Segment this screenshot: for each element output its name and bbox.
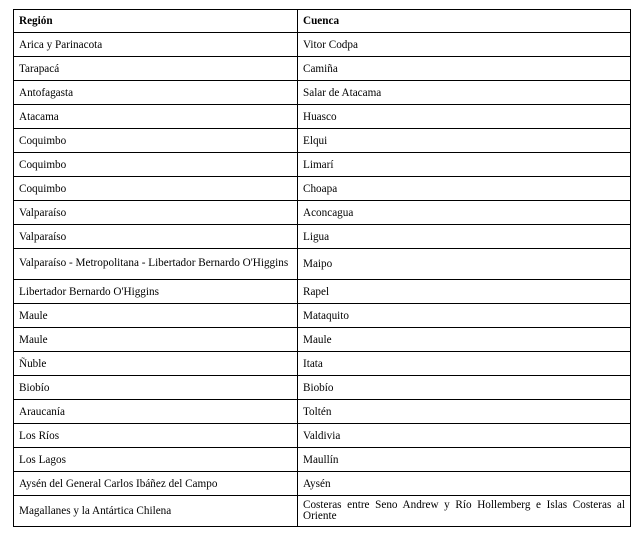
table-row bbox=[14, 249, 631, 280]
cell-region: Los Lagos bbox=[14, 448, 298, 472]
cell-cuenca: Huasco bbox=[298, 105, 631, 129]
table-row bbox=[14, 153, 631, 177]
table-row bbox=[14, 177, 631, 201]
table-row bbox=[14, 33, 631, 57]
cell-cuenca: Aconcagua bbox=[298, 201, 631, 225]
cell-cuenca: Biobío bbox=[298, 376, 631, 400]
cell-cuenca: Mataquito bbox=[298, 304, 631, 328]
table-row bbox=[14, 201, 631, 225]
cell-region: Coquimbo bbox=[14, 177, 298, 201]
table-row bbox=[14, 448, 631, 472]
cell-region: Maule bbox=[14, 328, 298, 352]
table-row bbox=[14, 376, 631, 400]
cell-region: Magallanes y la Antártica Chilena bbox=[14, 496, 298, 527]
table-row bbox=[14, 400, 631, 424]
cell-cuenca: Choapa bbox=[298, 177, 631, 201]
cell-cuenca: Limarí bbox=[298, 153, 631, 177]
cell-region: Araucanía bbox=[14, 400, 298, 424]
cell-cuenca: Vitor Codpa bbox=[298, 33, 631, 57]
cell-region: Coquimbo bbox=[14, 129, 298, 153]
table-row bbox=[14, 352, 631, 376]
cell-cuenca: Aysén bbox=[298, 472, 631, 496]
cell-region: Ñuble bbox=[14, 352, 298, 376]
table-row bbox=[14, 280, 631, 304]
cell-region: Valparaíso bbox=[14, 201, 298, 225]
cell-cuenca: Valdivia bbox=[298, 424, 631, 448]
cell-cuenca: Maule bbox=[298, 328, 631, 352]
cell-cuenca: Maipo bbox=[298, 249, 631, 280]
cell-cuenca: Rapel bbox=[298, 280, 631, 304]
header-cuenca: Cuenca bbox=[298, 10, 631, 33]
cell-region: Libertador Bernardo O'Higgins bbox=[14, 280, 298, 304]
cell-region: Antofagasta bbox=[14, 81, 298, 105]
table-header-row bbox=[14, 10, 631, 33]
table-row bbox=[14, 472, 631, 496]
region-basin-table bbox=[13, 9, 631, 527]
table-row bbox=[14, 105, 631, 129]
cell-cuenca: Camiña bbox=[298, 57, 631, 81]
cell-cuenca: Toltén bbox=[298, 400, 631, 424]
cell-cuenca: Salar de Atacama bbox=[298, 81, 631, 105]
cell-region: Tarapacá bbox=[14, 57, 298, 81]
cell-region: Arica y Parinacota bbox=[14, 33, 298, 57]
cell-region: Valparaíso bbox=[14, 225, 298, 249]
table-row bbox=[14, 81, 631, 105]
cell-cuenca: Elqui bbox=[298, 129, 631, 153]
cell-cuenca: Maullín bbox=[298, 448, 631, 472]
cell-region: Biobío bbox=[14, 376, 298, 400]
table-row bbox=[14, 57, 631, 81]
header-region: Región bbox=[14, 10, 298, 33]
cell-region: Valparaíso - Metropolitana - Libertador Bernardo O'Higgins bbox=[14, 249, 298, 280]
cell-region: Aysén del General Carlos Ibáñez del Campo bbox=[14, 472, 298, 496]
table-row bbox=[14, 424, 631, 448]
cell-cuenca: Costeras entre Seno Andrew y Río Hollemberg e Islas Costeras al Oriente bbox=[298, 496, 631, 527]
table-row bbox=[14, 304, 631, 328]
cell-region: Los Ríos bbox=[14, 424, 298, 448]
table-row bbox=[14, 328, 631, 352]
table-container bbox=[13, 9, 630, 527]
cell-cuenca: Itata bbox=[298, 352, 631, 376]
table-row bbox=[14, 129, 631, 153]
table-row bbox=[14, 496, 631, 527]
table-row bbox=[14, 225, 631, 249]
cell-region: Maule bbox=[14, 304, 298, 328]
cell-cuenca: Ligua bbox=[298, 225, 631, 249]
cell-region: Coquimbo bbox=[14, 153, 298, 177]
cell-region: Atacama bbox=[14, 105, 298, 129]
